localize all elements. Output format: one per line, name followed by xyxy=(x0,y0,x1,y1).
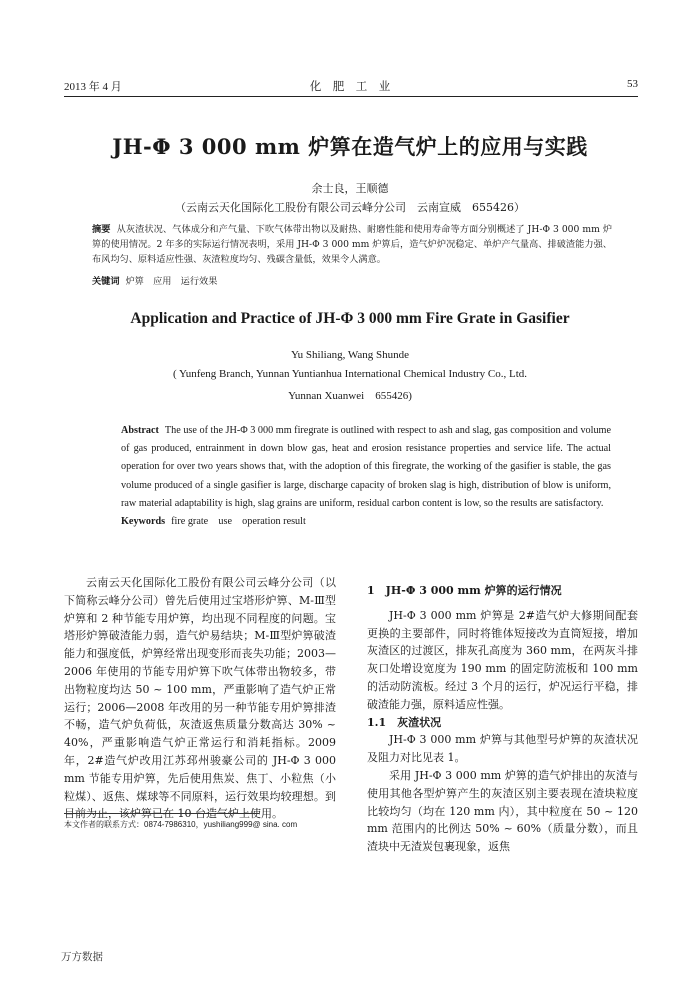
authors-cn: 余士良，王顺德 xyxy=(311,182,389,195)
keywords-en-text: fire grate use operation result xyxy=(171,516,306,528)
footnote-contact: 本文作者的联系方式：0874-7986310，yushiliang999@ sina. com xyxy=(64,820,298,829)
intro-paragraph: 云南云天化国际化工股份有限公司云峰分公司（以下简称云峰分公司）曾先后使用过宝塔形炉箅、M-Ⅲ型炉箅和 2 种节能专用炉箅，均出现不同程度的问题。宝塔形炉箅破渣能力弱，造气炉易结块；M-Ⅲ型炉箅破渣能力和强度低，炉箅经常出现变形而丧失功能；2003—2006 年使用的节能专用炉箅下吹气体带出物较多，带出物粒度均达 50 ~ 100 mm，严重影响了造气炉正常运行；2006—2008 年改用的另一种节能专用炉箅排渣不畅，造气炉负荷低，灰渣返焦质量分数高达 30% ~ 40%，严重影响造气炉正常运行和消耗指标。2009 年，2#造气炉改用江苏邳州骏豪公司的 JH-Φ 3 000 mm 节能专用炉箅，先后使用焦炭、焦丁、小粒焦（小粒煤）、返焦、煤球等不同原料，运行效果均较理想。到目前为止，该炉箅已在 10 台造气炉上使用。 xyxy=(64,576,336,821)
abstract-cn-text: 从灰渣状况、气体成分和产气量、下吹气体带出物以及耐热、耐磨性能和使用寿命等方面分别概述了 JH-Φ 3 000 mm 炉箅的使用情况。2 年多的实际运行情况表明，采用 JH-Φ 3 000 mm 炉箅后，造气炉炉况稳定、单炉产气量高、排破渣能力强、布风均匀、原料适应性强、灰渣粒度均匀、残碳含量低，效果令人满意。 xyxy=(92,224,613,265)
header-rule xyxy=(64,96,638,97)
abstract-en-text: The use of the JH-Φ 3 000 mm firegrate is outlined with respect to ash and slag, gas composition and volume of gas produced, entrainment in down blow gas, heat and erosion resistance properties and service life. The actual operation for over two years shows that, with the adoption of this firegrate, the working of the gasifier is stable, the gas volume produced of a single gasifier is large, discharge capacity of broken slag is high, distribution of blow is uniform, raw material adaptability is high, slag grains are uniform, residual carbon content is low, so the results are satisfactory. xyxy=(121,425,611,509)
wanfang-watermark: 万方数据 xyxy=(61,951,103,963)
affiliation-cn: （云南云天化国际化工股份有限公司云峰分公司 云南宣威 655426） xyxy=(175,201,525,214)
header-journal-name: 化 肥 工 业 xyxy=(309,81,391,93)
affiliation-en-line1: ( Yunfeng Branch, Yunnan Yuntianhua International Chemical Industry Co., Ltd. xyxy=(172,368,528,380)
keywords-en-label: Keywords xyxy=(121,516,166,528)
body-right-column xyxy=(367,582,638,856)
section-1-1-paragraph-1: JH-Φ 3 000 mm 炉箅与其他型号炉箅的灰渣状况及阻力对比见表 1。 xyxy=(367,733,638,765)
footnote-rule xyxy=(64,813,259,814)
title-en: Application and Practice of JH-Φ 3 000 mm Fire Grate in Gasifier xyxy=(130,310,570,327)
keywords-cn-label: 关键词 xyxy=(92,276,120,287)
title-cn: JH-Φ 3 000 mm 炉箅在造气炉上的应用与实践 xyxy=(112,134,588,159)
section-1-1-paragraph-2: 采用 JH-Φ 3 000 mm 炉箅的造气炉排出的灰渣与使用其他各型炉箅产生的灰渣区别主要表现在渣块粒度比较均匀（均在 120 mm 内），其中粒度在 50 ~ 120 mm 范围内的比例达 50% ~ 60%（质量分数），而且渣块中无渣炭包裹现象，返焦 xyxy=(367,768,638,854)
section-1-1-heading: 1.1 灰渣状况 xyxy=(367,715,442,729)
affiliation-en-line2: Yunnan Xuanwei 655426) xyxy=(288,390,412,402)
section-1-paragraph: JH-Φ 3 000 mm 炉箅是 2#造气炉大修期间配套更换的主要部件，同时将锥体短接改为直筒短接，增加灰渣区的过渡区，排灰孔高度为 360 mm，在两灰斗排灰口处增设宽度为 190 mm 的固定防流板和 100 mm 的活动防流板。经过 3 个月的运行，炉况运行平稳，排破渣能力强，原料适应性强。 xyxy=(367,608,638,711)
header-date: 2013 年 4 月 xyxy=(64,81,122,93)
keywords-cn xyxy=(92,274,612,289)
abstract-cn-label: 摘要 xyxy=(92,224,111,235)
abstract-en xyxy=(121,422,611,531)
authors-en: Yu Shiliang, Wang Shunde xyxy=(290,349,410,361)
body-left-column xyxy=(64,574,336,823)
abstract-cn xyxy=(92,222,612,267)
keywords-cn-text: 炉箅 应用 运行效果 xyxy=(125,276,218,287)
header-page-number: 53 xyxy=(627,78,638,90)
section-1-heading: 1 JH-Φ 3 000 mm 炉箅的运行情况 xyxy=(367,584,562,597)
abstract-en-label: Abstract xyxy=(121,425,159,436)
